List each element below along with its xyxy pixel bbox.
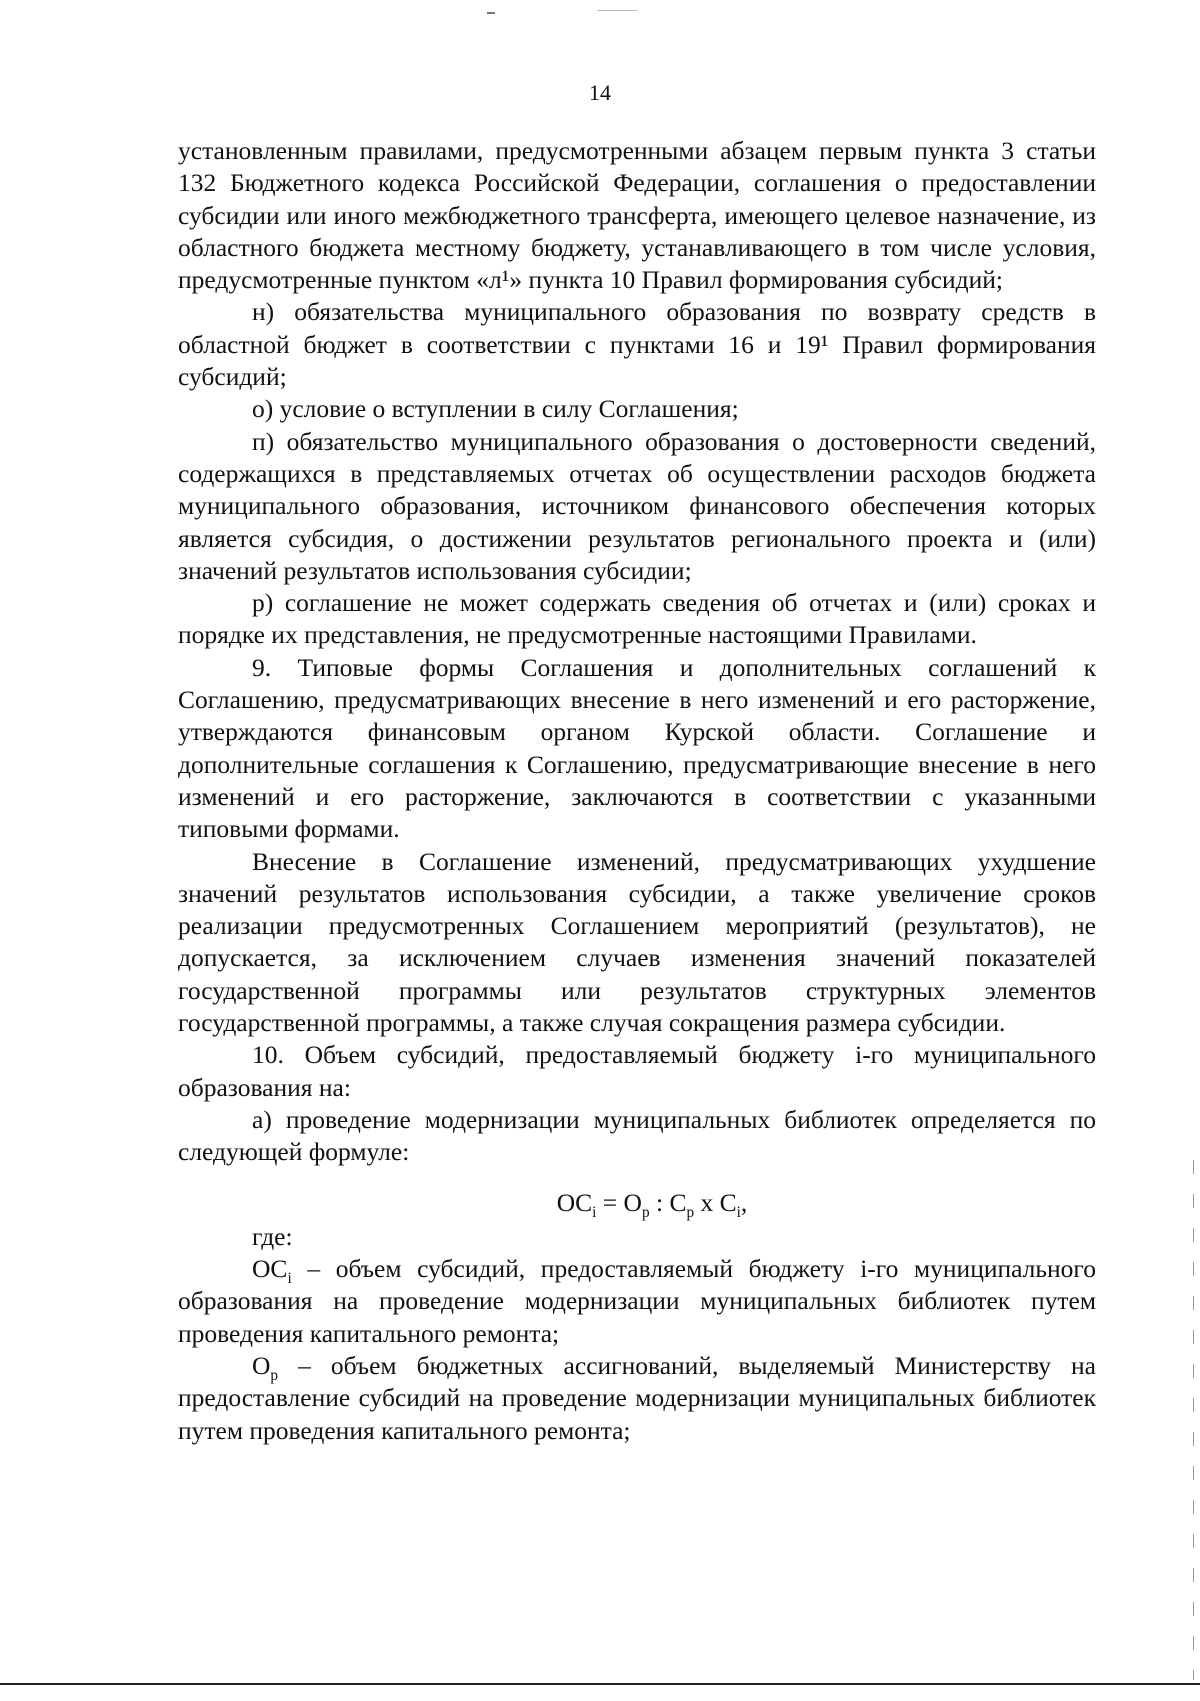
scan-artifact xyxy=(597,10,637,11)
definition-op: $O_p$ – объем бюджетных ассигнований, выделяемый Министерству на предоставление субсидий на проведение модернизации муниципальных библиотек путем проведения капитального ремонта; xyxy=(178,1350,1096,1445)
scan-artifact xyxy=(487,12,495,14)
paragraph-section-10: 10. Объем субсидий, предоставляемый бюджету i-го муниципального образования на: xyxy=(178,1040,1096,1102)
where-label: где: xyxy=(252,1221,293,1251)
paragraph-item-r: р) соглашение не может содержать сведения об отчетах и (или) сроках и порядке их представления, не предусмотренные настоящими Правилами. xyxy=(178,588,1096,650)
definition-oc: $OC_i$ – объем субсидий, предоставляемый бюджету i-го муниципального образования на проведение модернизации муниципальных библиотек путем проведения капитального ремонта; xyxy=(178,1254,1096,1348)
paragraph-continuation: установленным правилами, предусмотренными абзацем первым пункта 3 статьи 132 Бюджетного кодекса Российской Федерации, соглашения о предоставлении субсидии или иного межбюджетного трансферта, имеющего целевое назначение, из областного бюджета местному бюджету, устанавливающего в том числе условия, предусмотренные пунктом «л¹» пункта 10 Правил формирования субсидий; xyxy=(178,136,1096,295)
paragraph-amendments: Внесение в Соглашение изменений, предусматривающих ухудшение значений результатов использования субсидии, а также увеличение сроков реализации предусмотренных Соглашением мероприятий (результатов), не допускается, за исключением случаев изменения значений показателей государственной программы или результатов структурных элементов государственной программы, а также случая сокращения размера субсидии. xyxy=(178,846,1096,1038)
paragraph-item-p: п) обязательство муниципального образования о достоверности сведений, содержащихся в представляемых отчетах об осуществлении расходов бюджета муниципального образования, источником финансового обеспечения которых является субсидия, о достижении результатов регионального проекта и (или) значений результатов использования субсидии; xyxy=(178,426,1096,585)
page-bottom-edge xyxy=(0,1683,1200,1685)
paragraph-item-o: о) условие о вступлении в силу Соглашения; xyxy=(252,394,739,424)
subsidy-formula: $OC_i = O_p$ : $C_p$ x $C_i$, xyxy=(556,1187,748,1221)
page-number: 14 xyxy=(589,80,611,105)
document-body xyxy=(178,135,1096,1447)
scan-edge-marks xyxy=(1193,1160,1194,1680)
paragraph-section-9: 9. Типовые формы Соглашения и дополнительных соглашений к Соглашению, предусматривающих внесение в него изменений и его расторжение, утверждаются финансовым органом Курской области. Соглашение и дополнительные соглашения к Соглашению, предусматривающие внесение в него изменений и его расторжение, заключаются в соответствии с указанными типовыми формами. xyxy=(178,652,1096,844)
paragraph-item-n: н) обязательства муниципального образования по возврату средств в областной бюджет в соответствии с пунктами 16 и 19¹ Правил формирования субсидий; xyxy=(178,297,1096,392)
paragraph-item-a: а) проведение модернизации муниципальных библиотек определяется по следующей формуле: xyxy=(178,1104,1096,1167)
